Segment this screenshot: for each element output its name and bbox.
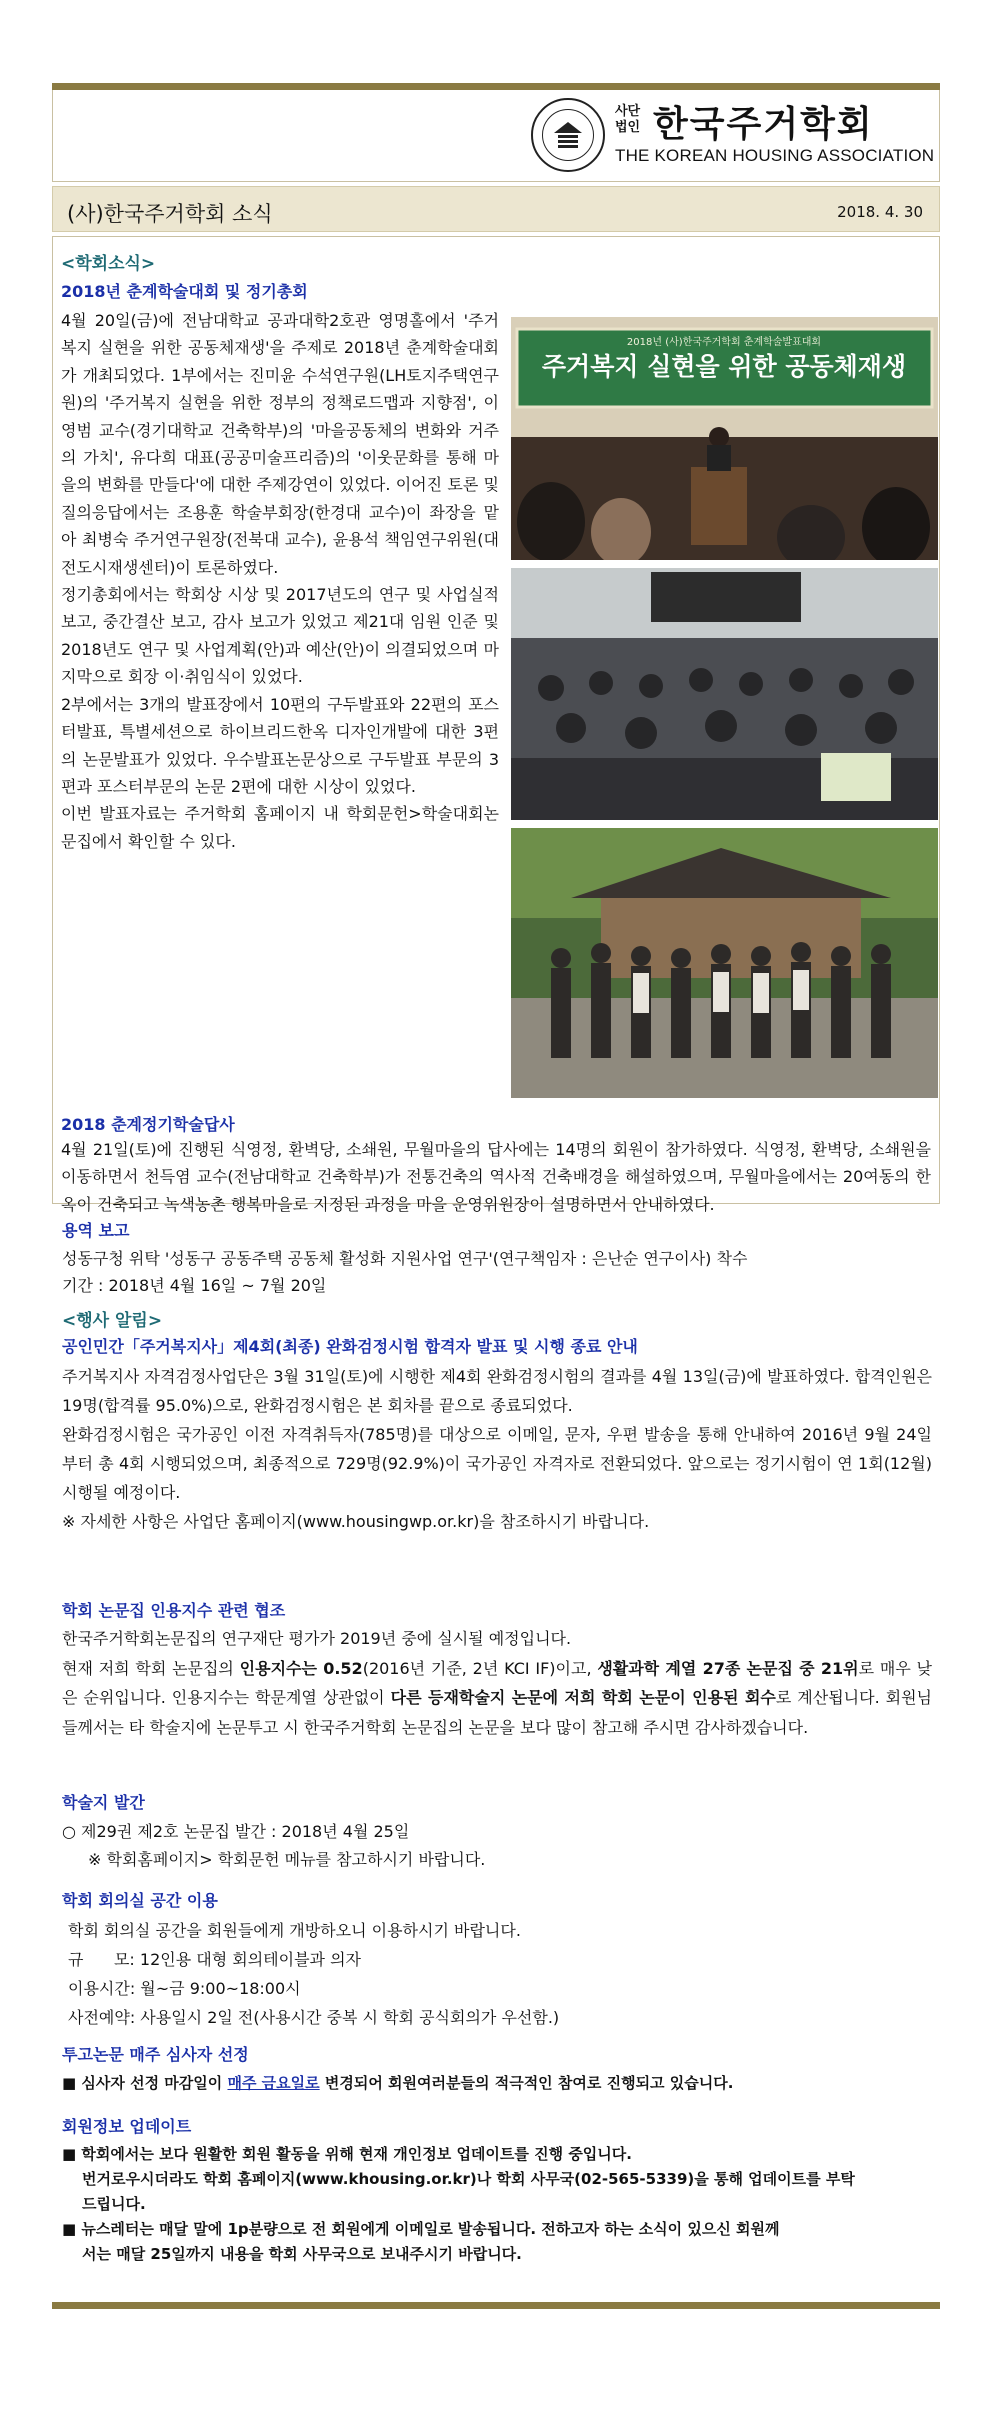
member-update-line: ■ 뉴스레터는 매달 말에 1p분량으로 전 회원에게 이메일로 발송됩니다. 전하고자 하는 소식이 있으신 회원께 bbox=[62, 2220, 780, 2238]
service-report-line: 성동구청 위탁 '성동구 공동주택 공동체 활성화 지원사업 연구'(연구책임자 : 은난순 연구이사) 착수 bbox=[62, 1249, 748, 1268]
meeting-room-title: 학회 회의실 공간 이용 bbox=[62, 1891, 218, 1910]
item2-body: 4월 21일(토)에 진행된 식영정, 환벽당, 소쇄원, 무월마을의 답사에는 14명의 회원이 참가하였다. 식영정, 환벽당, 소쇄원을 이동하면서 천득염 교수(전남대학교 건축학부)가 전통건축의 역사적 건축배경을 해설하였으며, 무월마을에서는 20여동의 한옥이 건축되고 녹색농촌 행복마을로 지정된 과정을 마을 운영위원장이 설명하면서 안내하였다. bbox=[61, 1140, 931, 1214]
deadline-highlight: 매주 금요일로 bbox=[227, 2074, 320, 2092]
reviewer-title: 투고논문 매주 심사자 선정 bbox=[62, 2045, 249, 2064]
masthead bbox=[52, 90, 940, 182]
news-box bbox=[52, 236, 940, 1214]
event-title: 공인민간「주거복지사」제4회(최종) 완화검정시험 합격자 발표 및 시행 종료 안내 bbox=[62, 1337, 638, 1356]
member-update-line: 드립니다. bbox=[82, 2195, 146, 2213]
item1-paragraph: 이번 발표자료는 주거학회 홈페이지 내 학회문헌>학술대회논문집에서 확인할 수 있다. bbox=[61, 804, 499, 851]
meeting-room-line: 이용시간: 월~금 9:00~18:00시 bbox=[68, 1979, 301, 1998]
service-report-title: 용역 보고 bbox=[62, 1221, 130, 1240]
event-paragraph: 주거복지사 자격검정사업단은 3월 31일(토)에 시행한 제4회 완화검정시험의 결과를 4월 13일(금)에 발표하였다. 합격인원은 19명(합격률 95.0%)으로, 완화검정시험은 본 회차를 끝으로 종료되었다. bbox=[62, 1367, 932, 1415]
item1-title: 2018년 춘계학술대회 및 정기총회 bbox=[61, 282, 308, 301]
item1-paragraph: 2부에서는 3개의 발표장에서 10편의 구두발표와 22편의 포스터발표, 특별세션으로 하이브리드한옥 디자인개발에 대한 3편의 논문발표가 있었다. 우수발표논문상으로 구두발표 부문의 3편과 포스터부문의 논문 2편에 대한 시상이 있었다. bbox=[61, 694, 499, 796]
event-body bbox=[62, 1362, 932, 1536]
member-update-line: ■ 학회에서는 보다 원활한 회원 활동을 위해 현재 개인정보 업데이트를 진행 중입니다. bbox=[62, 2145, 632, 2163]
meeting-room-line: 사전예약: 사용일시 2일 전(사용시간 중복 시 학회 공식회의가 우선함.) bbox=[68, 2008, 560, 2027]
member-update-line: 서는 매달 25일까지 내용을 학회 사무국으로 보내주시기 바랍니다. bbox=[82, 2245, 522, 2263]
journal-title: 학술지 발간 bbox=[62, 1793, 145, 1812]
association-seal-icon bbox=[531, 98, 605, 172]
citation-body bbox=[62, 1624, 932, 1742]
citation-line: 한국주거학회논문집의 연구재단 평가가 2019년 중에 실시될 예정입니다. bbox=[62, 1629, 572, 1648]
org-name-ko: 한국주거학회 bbox=[653, 103, 874, 145]
photo-conference-speaker bbox=[511, 317, 938, 560]
house-icon bbox=[552, 120, 584, 150]
meeting-room-line: 학회 회의실 공간을 회원들에게 개방하오니 이용하시기 바랍니다. bbox=[68, 1921, 521, 1940]
section-label-events: <행사 알림> bbox=[62, 1311, 163, 1331]
bottom-rule bbox=[52, 2302, 940, 2309]
citation-paragraph: 현재 저희 학회 논문집의 인용지수는 0.52(2016년 기준, 2년 KCI IF)이고, 생활과학 계열 27종 논문집 중 21위로 매우 낮은 순위입니다. 인용지수는 학문계열 상관없이 다른 등재학술지 논문에 저희 학회 논문이 인용된 회수로 계산됩니다. 회원님들께서는 타 학술지에 논문투고 시 한국주거학회 논문집의 논문을 보다 많이 참고해 주시면 감사하겠습니다. bbox=[62, 1658, 933, 1737]
section-label-news: <학회소식> bbox=[61, 254, 156, 274]
citation-title: 학회 논문집 인용지수 관련 협조 bbox=[62, 1601, 286, 1620]
event-paragraph: 완화검정시험은 국가공인 이전 자격취득자(785명)를 대상으로 이메일, 문자, 우편 발송을 통해 안내하여 2016년 9월 24일부터 총 4회 시행되었으며, 최종적으로 729명(92.9%)이 국가공인 자격자로 전환되었다. 앞으로는 정기시험이 연 1회(12월) 시행될 예정이다. bbox=[62, 1425, 932, 1502]
member-update-line: 번거로우시더라도 학회 홈페이지(www.khousing.or.kr)나 학회 사무국(02-565-5339)을 통해 업데이트를 부탁 bbox=[82, 2170, 855, 2188]
item2-title: 2018 춘계정기학술답사 bbox=[61, 1115, 235, 1134]
service-report-period: 기간 : 2018년 4월 16일 ~ 7월 20일 bbox=[62, 1276, 327, 1295]
item1-paragraph: 정기총회에서는 학회상 시상 및 2017년도의 연구 및 사업실적 보고, 중간결산 보고, 감사 보고가 있었고 제21대 임원 인준 및 2018년도 연구 및 사업계획(안)과 예산(안)이 의결되었으며 마지막으로 회장 이·취임식이 있었다. bbox=[61, 585, 499, 687]
reviewer-line: ■ 심사자 선정 마감일이 매주 금요일로 변경되어 회원여러분들의 적극적인 참여로 진행되고 있습니다. bbox=[62, 2074, 734, 2092]
legal-type: 사단 법인 bbox=[615, 104, 641, 135]
journal-note: ※ 학회홈페이지> 학회문헌 메뉴를 참고하시기 바랍니다. bbox=[88, 1850, 486, 1869]
svg-text:주거복지 실현을 위한 공동체재생: 주거복지 실현을 위한 공동체재생 bbox=[541, 352, 907, 381]
journal-issue: ○ 제29권 제2호 논문집 발간 : 2018년 4월 25일 bbox=[62, 1822, 410, 1841]
newsletter-title: (사)한국주거학회 소식 bbox=[67, 202, 273, 226]
svg-text:2018년 (사)한국주거학회 춘계학술발표대회: 2018년 (사)한국주거학회 춘계학술발표대회 bbox=[626, 337, 822, 348]
issue-date: 2018. 4. 30 bbox=[837, 203, 923, 221]
item1-body bbox=[61, 307, 499, 855]
org-name-en: THE KOREAN HOUSING ASSOCIATION bbox=[615, 146, 935, 165]
top-rule bbox=[52, 83, 940, 90]
meeting-room-line: 규 모: 12인용 대형 회의테이블과 의자 bbox=[68, 1950, 361, 1969]
photo-field-trip-group bbox=[511, 828, 938, 1098]
meeting-room-body bbox=[68, 1916, 559, 2032]
member-update-title: 회원정보 업데이트 bbox=[62, 2117, 192, 2136]
member-update-body bbox=[62, 2142, 932, 2267]
newsletter-title-bar bbox=[52, 186, 940, 232]
photo-general-assembly bbox=[511, 568, 938, 820]
item1-paragraph: 4월 20일(금)에 전남대학교 공과대학2호관 영명홀에서 '주거복지 실현을 위한 공동체재생'을 주제로 2018년 춘계학술대회가 개최되었다. 1부에서는 진미윤 수석연구원(LH토지주택연구원)의 '주거복지 실현을 위한 정부의 정책로드맵과 지향점', 이영범 교수(경기대학교 건축학부)의 '마을공동체의 변화와 거주의 가치', 유다희 대표(공공미술프리즘)의 '이웃문화를 통해 마을의 변화를 만들다'에 대한 주제강연이 있었다. 이어진 토론 및 질의응답에서는 조용훈 학술부회장(한경대 교수)이 좌장을 맡아 최병숙 주거연구원장(전북대 교수), 윤용석 책임연구위원(대전도시재생센터)이 토론하였다. bbox=[61, 311, 499, 577]
event-note: ※ 자세한 사항은 사업단 홈페이지(www.housingwp.or.kr)을 참조하시기 바랍니다. bbox=[62, 1512, 650, 1531]
